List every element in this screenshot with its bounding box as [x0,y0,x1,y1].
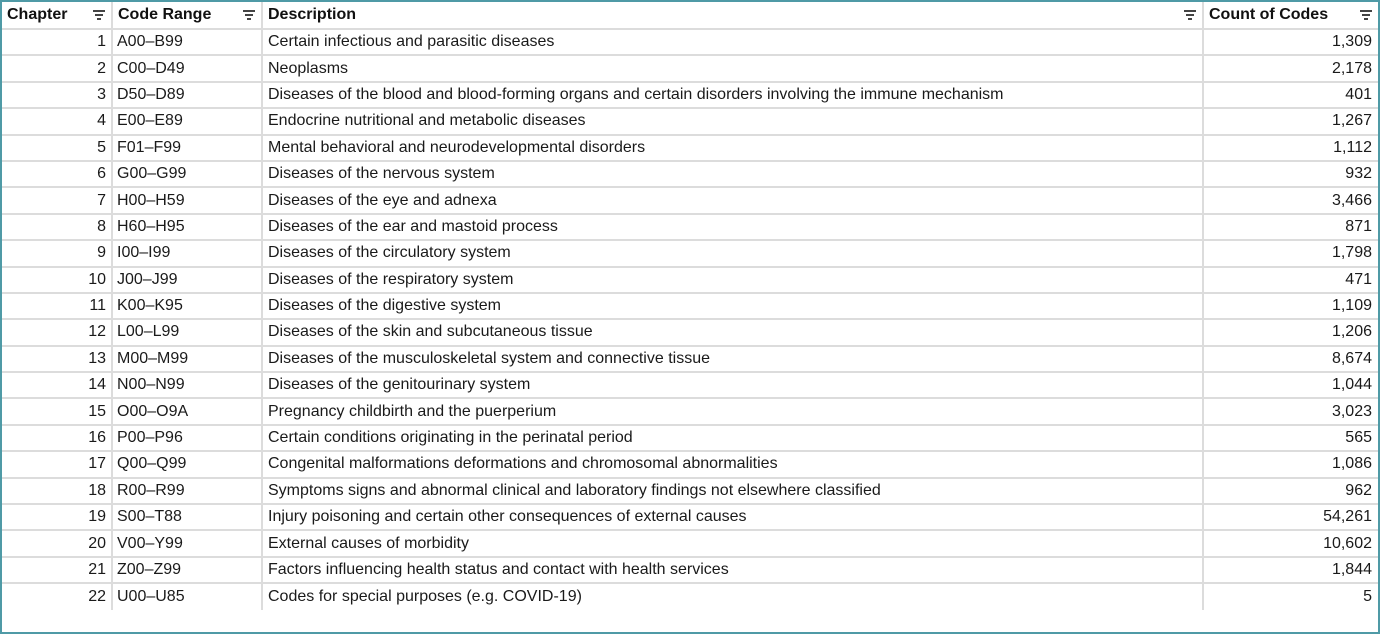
cell-chapter[interactable]: 12 [2,319,112,345]
table-row[interactable] [2,425,1378,451]
cell-count[interactable]: 8,674 [1203,346,1378,372]
cell-description[interactable]: Certain conditions originating in the perinatal period [262,425,1203,451]
column-header-code-range[interactable] [112,2,262,29]
cell-chapter[interactable]: 8 [2,214,112,240]
cell-description[interactable]: Endocrine nutritional and metabolic diseases [262,108,1203,134]
cell-count[interactable]: 962 [1203,478,1378,504]
cell-count[interactable]: 1,309 [1203,29,1378,55]
cell-count[interactable]: 10,602 [1203,530,1378,556]
cell-code-range[interactable]: M00–M99 [112,346,262,372]
cell-code-range[interactable]: H60–H95 [112,214,262,240]
table-row[interactable] [2,267,1378,293]
cell-description[interactable]: Diseases of the blood and blood-forming organs and certain disorders involving the immune mechanism [262,82,1203,108]
cell-code-range[interactable]: Q00–Q99 [112,451,262,477]
cell-code-range[interactable]: D50–D89 [112,82,262,108]
column-header-label: Description [268,6,357,23]
filter-icon[interactable] [1183,9,1197,21]
table-row[interactable] [2,187,1378,213]
cell-description[interactable]: Diseases of the nervous system [262,161,1203,187]
table-row[interactable] [2,398,1378,424]
cell-chapter[interactable]: 10 [2,267,112,293]
cell-chapter[interactable]: 20 [2,530,112,556]
table-row[interactable] [2,55,1378,81]
cell-chapter[interactable]: 14 [2,372,112,398]
cell-count[interactable]: 1,044 [1203,372,1378,398]
cell-code-range[interactable]: N00–N99 [112,372,262,398]
cell-code-range[interactable]: O00–O9A [112,398,262,424]
cell-description[interactable]: Pregnancy childbirth and the puerperium [262,398,1203,424]
cell-count[interactable]: 1,798 [1203,240,1378,266]
cell-code-range[interactable]: F01–F99 [112,135,262,161]
table-row[interactable] [2,504,1378,530]
column-header-count[interactable] [1203,2,1378,29]
cell-count[interactable]: 1,086 [1203,451,1378,477]
cell-count[interactable]: 1,206 [1203,319,1378,345]
cell-count[interactable]: 5 [1363,587,1372,605]
cell-description[interactable]: Diseases of the circulatory system [262,240,1203,266]
cell-code-range[interactable]: G00–G99 [112,161,262,187]
table-row[interactable] [2,293,1378,319]
cell-chapter[interactable]: 9 [2,240,112,266]
cell-description[interactable]: External causes of morbidity [262,530,1203,556]
cell-description[interactable]: Factors influencing health status and contact with health services [262,557,1203,583]
cell-description[interactable]: Diseases of the skin and subcutaneous tissue [262,319,1203,345]
cell-chapter[interactable]: 22 [2,583,112,609]
cell-code-range[interactable]: S00–T88 [112,504,262,530]
cell-chapter[interactable]: 21 [2,557,112,583]
cell-count[interactable]: 932 [1203,161,1378,187]
cell-count[interactable]: 1,844 [1203,557,1378,583]
table-row[interactable] [2,530,1378,556]
cell-description[interactable]: Injury poisoning and certain other consequences of external causes [262,504,1203,530]
cell-chapter[interactable]: 4 [2,108,112,134]
column-header-description[interactable] [262,2,1203,29]
table-row[interactable] [2,346,1378,372]
cell-description[interactable]: Certain infectious and parasitic diseases [262,29,1203,55]
column-header-label: Code Range [118,6,212,23]
cell-count[interactable]: 1,112 [1203,135,1378,161]
cell-chapter[interactable]: 13 [2,346,112,372]
cell-count[interactable]: 565 [1203,425,1378,451]
cell-description[interactable]: Diseases of the eye and adnexa [262,187,1203,213]
cell-chapter[interactable]: 7 [2,187,112,213]
cell-count[interactable]: 2,178 [1203,55,1378,81]
table-body [2,29,1378,610]
cell-chapter[interactable]: 3 [2,82,112,108]
table-row[interactable] [2,29,1378,55]
cell-chapter[interactable]: 6 [2,161,112,187]
cell-description[interactable]: Codes for special purposes (e.g. COVID-19) [262,583,1203,609]
cell-chapter[interactable]: 16 [2,425,112,451]
cell-code-range[interactable]: P00–P96 [112,425,262,451]
cell-description[interactable]: Symptoms signs and abnormal clinical and laboratory findings not elsewhere classified [262,478,1203,504]
cell-chapter[interactable]: 5 [2,135,112,161]
icd-chapters-table [2,2,1378,610]
table-row[interactable] [2,108,1378,134]
cell-description[interactable]: Mental behavioral and neurodevelopmental disorders [262,135,1203,161]
cell-code-range[interactable]: A00–B99 [112,29,262,55]
cell-code-range[interactable]: J00–J99 [112,267,262,293]
cell-code-range[interactable]: H00–H59 [112,187,262,213]
cell-description[interactable]: Diseases of the ear and mastoid process [262,214,1203,240]
cell-code-range[interactable]: L00–L99 [112,319,262,345]
cell-chapter[interactable]: 19 [2,504,112,530]
cell-count[interactable]: 471 [1203,267,1378,293]
cell-chapter[interactable]: 11 [2,293,112,319]
table-row[interactable] [2,214,1378,240]
cell-code-range[interactable]: U00–U85 [112,583,262,609]
column-header-label: Chapter [7,6,68,23]
cell-code-range[interactable]: V00–Y99 [112,530,262,556]
filter-icon[interactable] [1359,9,1373,21]
column-header-label: Count of Codes [1209,6,1329,23]
cell-code-range[interactable]: E00–E89 [112,108,262,134]
cell-chapter[interactable]: 17 [2,451,112,477]
cell-description[interactable]: Neoplasms [262,55,1203,81]
filter-icon[interactable] [92,9,106,21]
cell-count[interactable]: 1,267 [1203,108,1378,134]
cell-code-range[interactable]: R00–R99 [112,478,262,504]
table-row[interactable] [2,319,1378,345]
cell-description[interactable]: Diseases of the respiratory system [262,267,1203,293]
table-row[interactable] [2,135,1378,161]
cell-code-range[interactable]: C00–D49 [112,55,262,81]
table-row[interactable] [2,478,1378,504]
cell-description[interactable]: Congenital malformations deformations and chromosomal abnormalities [262,451,1203,477]
table-row[interactable] [2,451,1378,477]
cell-chapter[interactable]: 2 [2,55,112,81]
table-row[interactable] [2,240,1378,266]
cell-description[interactable]: Diseases of the genitourinary system [262,372,1203,398]
cell-description[interactable]: Diseases of the digestive system [262,293,1203,319]
column-header-chapter[interactable] [2,2,112,29]
cell-chapter[interactable]: 18 [2,478,112,504]
filter-icon[interactable] [242,9,256,21]
table-row[interactable] [2,372,1378,398]
cell-code-range[interactable]: Z00–Z99 [112,557,262,583]
cell-count[interactable]: 3,023 [1203,398,1378,424]
cell-code-range[interactable]: K00–K95 [112,293,262,319]
cell-count[interactable]: 54,261 [1203,504,1378,530]
cell-chapter[interactable]: 1 [2,29,112,55]
cell-count[interactable]: 401 [1203,82,1378,108]
cell-count[interactable]: 1,109 [1203,293,1378,319]
cell-count[interactable]: 3,466 [1203,187,1378,213]
cell-count[interactable]: 871 [1203,214,1378,240]
header-row [2,2,1378,29]
cell-code-range[interactable]: I00–I99 [112,240,262,266]
cell-description[interactable]: Diseases of the musculoskeletal system and connective tissue [262,346,1203,372]
table-row[interactable] [2,82,1378,108]
table-row[interactable] [2,557,1378,583]
table-row[interactable] [2,583,1378,609]
table-row[interactable] [2,161,1378,187]
cell-chapter[interactable]: 15 [2,398,112,424]
